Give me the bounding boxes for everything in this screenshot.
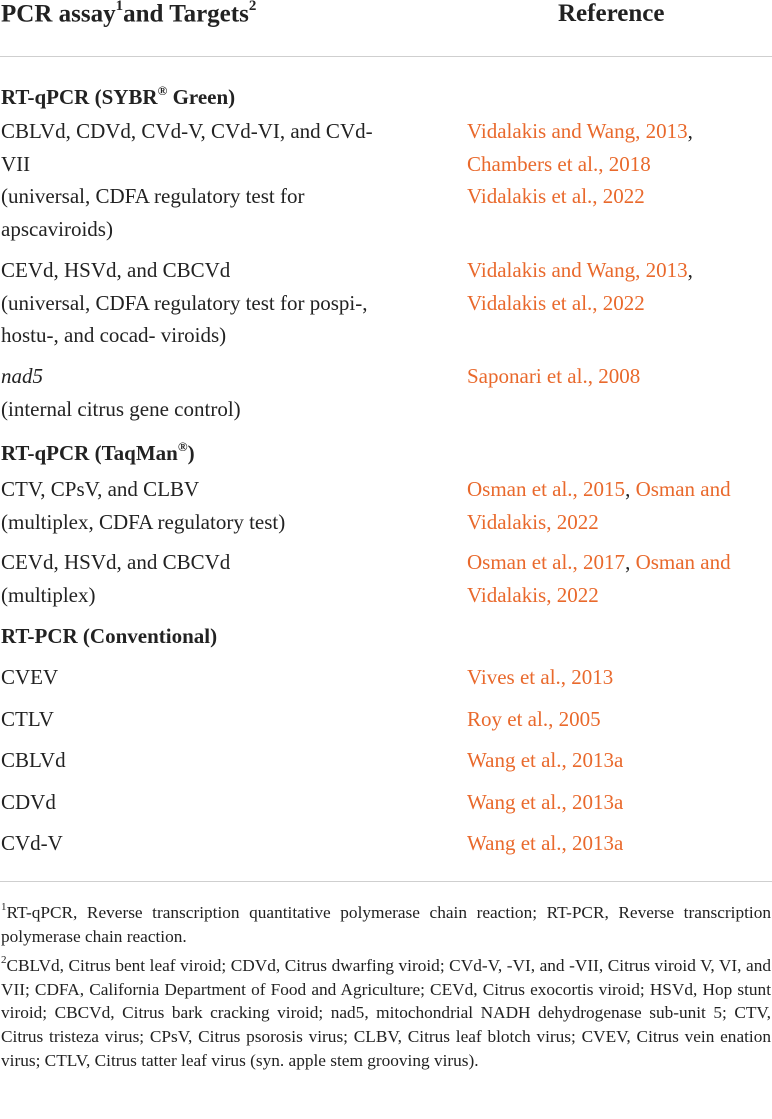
table-row-reference: Vidalakis and Wang, 2013, Vidalakis et al., 2022: [467, 254, 772, 319]
footnote-2: $^2$CBLVd, Citrus bent leaf viroid; CDVd, Citrus dwarfing viroid; CVd-V, -VI, and -VII, Citrus viroid V, VI, and VII; CDFA, California Department of Food and Agriculture; CEVd, Citrus exocortis viroid; HSVd, Hop stunt viroid; CBCVd, Citrus bark cracking viroid; nad5, mitochondrial NADH dehydrogenase sub-unit 5; CTV, Citrus tristeza virus; CPsV, Citrus psorosis virus; CLBV, Citrus leaf blotch virus; CVEV, Citrus vein enation virus; CTLV, Citrus tatter leaf virus (syn. apple stem grooving virus).: [1, 954, 771, 1070]
table-row-target: CEVd, HSVd, and CBCVd (universal, CDFA regulatory test for pospi-, hostu-, and cocad- viroids): [1, 258, 368, 347]
table-row-target: nad5 (internal citrus gene control): [1, 364, 241, 421]
reference-link[interactable]: Vidalakis, 2022: [467, 509, 599, 534]
table-row-target: CTV, CPsV, and CLBV (multiplex, CDFA regulatory test): [1, 477, 286, 534]
section-conventional: RT-PCR (Conventional): [1, 624, 218, 648]
reference-link[interactable]: Vidalakis and Wang, 2013: [467, 119, 688, 143]
reference-link[interactable]: Osman and: [635, 477, 731, 501]
table-bottom-divider: [0, 881, 772, 882]
reference-link[interactable]: Roy et al., 2005: [467, 707, 601, 731]
reference-link[interactable]: Wang et al., 2013a: [467, 748, 624, 772]
reference-link[interactable]: Chambers et al., 2018: [467, 151, 651, 176]
reference-link[interactable]: Osman et al., 2017: [467, 550, 626, 574]
section-taqman: RT-qPCR (TaqMan®): [1, 439, 195, 465]
reference-link[interactable]: Vidalakis, 2022: [467, 582, 599, 607]
reference-link[interactable]: Saponari et al., 2008: [467, 364, 641, 388]
table-row-reference: Osman et al., 2015, Osman and Vidalakis, 2022: [467, 473, 772, 538]
table-row-reference: [467, 360, 772, 393]
header-divider: [0, 56, 772, 57]
table-header: [0, 0, 772, 40]
table-row-target: CTLV: [1, 707, 54, 731]
table-row-reference: Vidalakis and Wang, 2013, Chambers et al., 2018 Vidalakis et al., 2022: [467, 115, 772, 213]
reference-link[interactable]: Wang et al., 2013a: [467, 831, 624, 855]
table-row-target: CDVd: [1, 790, 56, 814]
reference-link[interactable]: Vives et al., 2013: [467, 665, 614, 689]
table-row-target: CVEV: [1, 665, 59, 689]
table-row-reference: Osman et al., 2017, Osman and Vidalakis, 2022: [467, 546, 772, 611]
footnote-1: $^1$RT-qPCR, Reverse transcription quantitative polymerase chain reaction; RT-PCR, Reverse transcription polymerase chain reaction.: [1, 901, 771, 946]
table-row-target: CBLVd: [1, 748, 66, 772]
header-assay-targets: PCR assay$^1$and Targets$^2$: [1, 0, 257, 28]
header-reference: Reference: [558, 0, 665, 27]
reference-link[interactable]: Osman et al., 2015: [467, 477, 626, 501]
table-row-target: CEVd, HSVd, and CBCVd (multiplex): [1, 550, 231, 607]
reference-link[interactable]: Osman and: [635, 550, 731, 574]
reference-link[interactable]: Wang et al., 2013a: [467, 790, 624, 814]
reference-link[interactable]: Vidalakis et al., 2022: [467, 184, 645, 208]
table-row-target: CBLVd, CDVd, CVd-V, CVd-VI, and CVd- VII (universal, CDFA regulatory test for apscaviroids): [1, 119, 373, 241]
reference-link[interactable]: Vidalakis et al., 2022: [467, 290, 645, 315]
reference-link[interactable]: Vidalakis and Wang, 2013: [467, 258, 688, 282]
section-sybr-green: RT-qPCR (SYBR® Green): [1, 83, 236, 109]
table-row-target: CVd-V: [1, 831, 63, 855]
